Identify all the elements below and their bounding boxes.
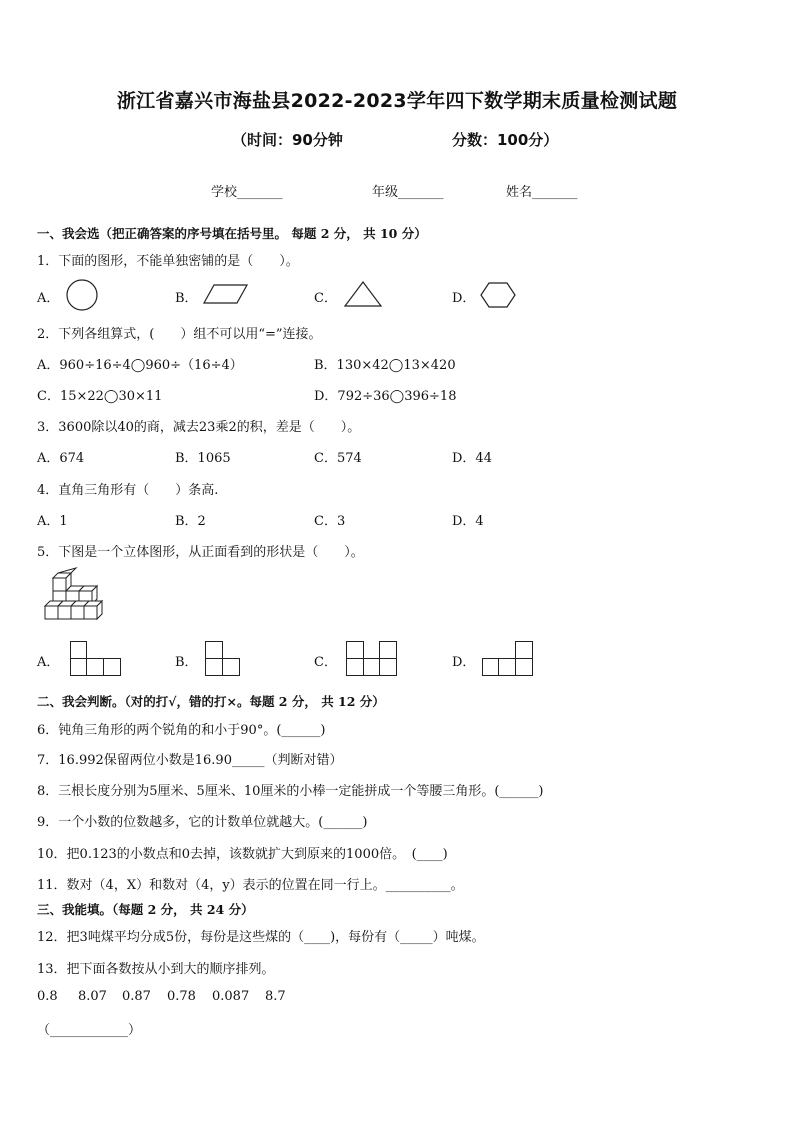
q1-circle-shape — [66, 278, 98, 312]
q3-option-d[interactable]: D．44 — [452, 451, 492, 466]
question-6: 6．钝角三角形的两个锐角的和小于90°。(______) — [37, 723, 326, 738]
q1-triangle-shape — [344, 281, 382, 307]
q4-option-a[interactable]: A．1 — [37, 514, 68, 529]
q13-number-6: 8.7 — [265, 989, 286, 1004]
question-1: 1．下面的图形，不能单独密铺的是（ ）。 — [37, 254, 299, 269]
q5-option-d-view — [482, 641, 534, 677]
q13-number-4: 0.78 — [167, 989, 196, 1004]
question-13: 13．把下面各数按从小到大的顺序排列。 — [37, 962, 275, 977]
q1-option-c[interactable]: C． — [314, 291, 337, 306]
question-2: 2．下列各组算式，( ）组不可以用“=”连接。 — [37, 327, 322, 342]
q3-option-a[interactable]: A．674 — [37, 451, 85, 466]
q5-cube-stack-figure — [44, 572, 110, 624]
question-12: 12．把3吨煤平均分成5份，每份是这些煤的（____)，每份有（_____）吨煤。 — [37, 930, 485, 945]
q13-number-1: 0.8 — [37, 989, 58, 1004]
q2-option-a[interactable]: A．960÷16÷4◯960÷（16÷4） — [37, 358, 243, 373]
question-8: 8．三根长度分别为5厘米、5厘米、10厘米的小棒一定能拼成一个等腰三角形。(______) — [37, 784, 544, 799]
q5-option-c-view — [346, 641, 398, 677]
page-title: 浙江省嘉兴市海盐县2022-2023学年四下数学期末质量检测试题 — [116, 90, 678, 112]
q5-option-b-view — [205, 641, 241, 677]
q3-option-b[interactable]: B．1065 — [175, 451, 231, 466]
q2-option-d[interactable]: D．792÷36◯396÷18 — [314, 389, 457, 404]
question-11: 11．数对（4，X）和数对（4，y）表示的位置在同一行上。__________。 — [37, 878, 464, 893]
question-10: 10．把0.123的小数点和0去掉，该数就扩大到原来的1000倍。 (____) — [37, 847, 448, 862]
q5-option-d[interactable]: D． — [452, 655, 476, 670]
q5-option-b[interactable]: B． — [175, 655, 198, 670]
q1-option-a[interactable]: A． — [37, 291, 60, 306]
q3-option-c[interactable]: C．574 — [314, 451, 362, 466]
question-5: 5．下图是一个立体图形，从正面看到的形状是（ ）。 — [37, 545, 364, 560]
q4-option-c[interactable]: C．3 — [314, 514, 346, 529]
school-field[interactable]: 学校_______ — [211, 185, 283, 200]
q13-number-2: 8.07 — [78, 989, 107, 1004]
section-3-heading: 三、我能填。（每题 2 分， 共 24 分） — [37, 902, 254, 917]
q1-option-b[interactable]: B． — [175, 291, 198, 306]
section-1-heading: 一、我会选（把正确答案的序号填在括号里。 每题 2 分， 共 10 分） — [37, 226, 427, 241]
question-7: 7．16.992保留两位小数是16.90_____（判断对错） — [37, 753, 343, 768]
q13-number-5: 0.087 — [212, 989, 250, 1004]
q5-option-a[interactable]: A． — [37, 655, 60, 670]
exam-time: （时间：90分钟 — [232, 131, 343, 149]
q4-option-b[interactable]: B．2 — [175, 514, 206, 529]
q13-number-3: 0.87 — [122, 989, 151, 1004]
exam-score: 分数：100分） — [452, 131, 559, 149]
grade-field[interactable]: 年级_______ — [372, 185, 444, 200]
q13-answer-blank[interactable]: （____________） — [37, 1023, 142, 1038]
section-2-heading: 二、我会判断。（对的打√，错的打×。每题 2 分， 共 12 分） — [37, 694, 385, 709]
name-field[interactable]: 姓名_______ — [506, 185, 578, 200]
question-9: 9．一个小数的位数越多，它的计数单位就越大。(______) — [37, 815, 368, 830]
q2-option-c[interactable]: C．15×22◯30×11 — [37, 389, 163, 404]
q1-hexagon-shape — [480, 282, 516, 308]
q5-option-c[interactable]: C． — [314, 655, 337, 670]
question-4: 4．直角三角形有（ ）条高. — [37, 483, 219, 498]
q2-option-b[interactable]: B．130×42◯13×420 — [314, 358, 456, 373]
question-3: 3．3600除以40的商，减去23乘2的积，差是（ ）。 — [37, 420, 361, 435]
q1-option-d[interactable]: D． — [452, 291, 476, 306]
q5-option-a-view — [70, 641, 122, 677]
q4-option-d[interactable]: D．4 — [452, 514, 484, 529]
q1-parallelogram-shape — [204, 284, 248, 304]
